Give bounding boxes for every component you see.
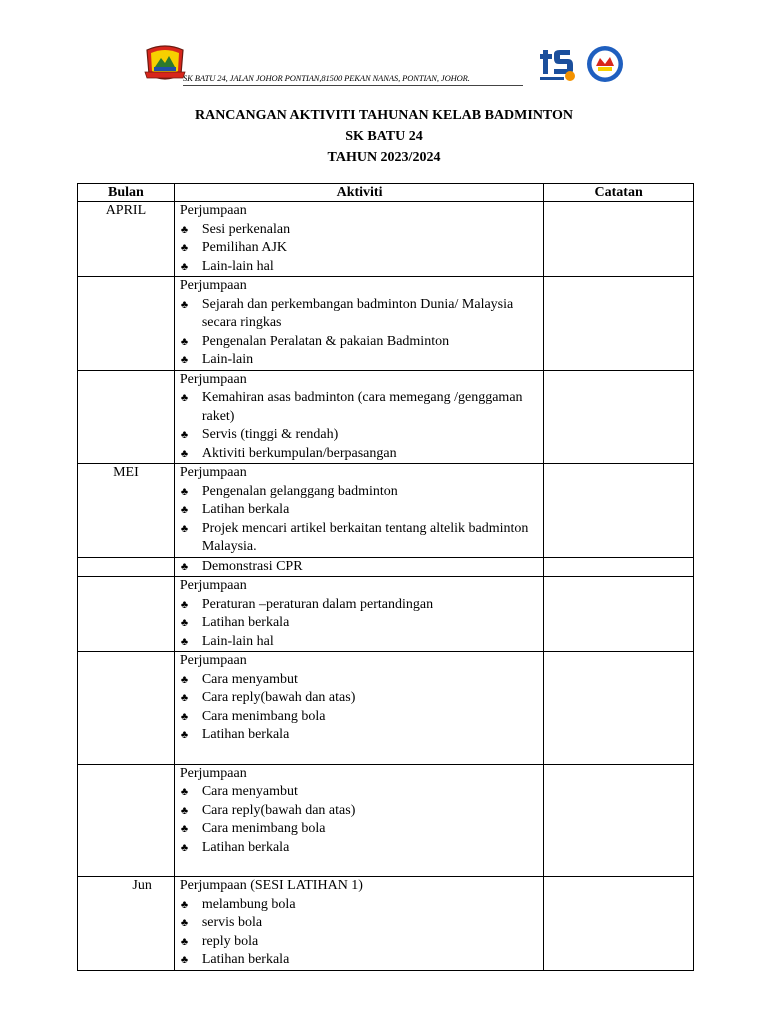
list-item-text: Cara menimbang bola [201,821,326,836]
list-item-text: Kemahiran asas badminton (cara memegang /genggaman raket) [201,390,523,424]
list-item-text: Sejarah dan perkembangan badminton Dunia/ Malaysia secara ringkas [201,296,514,330]
month-cell: APRIL [78,202,175,277]
list-item-text: Pengenalan Peralatan & pakaian Badminton [201,333,450,349]
club-bullet-icon: ♣ [180,485,189,498]
club-bullet-icon: ♣ [180,504,189,516]
activity-cell [174,202,543,277]
notes-cell [544,764,694,877]
list-item [180,445,539,464]
notes-cell [544,202,694,277]
list-item [180,296,539,333]
list-item-text: Sesi perkenalan [201,221,291,237]
list-item-text: Aktiviti berkumpulan/berpasangan [201,445,397,461]
list-item [180,914,539,933]
table-row [78,464,694,558]
list-item-text: Latihan berkala [201,502,290,517]
club-bullet-icon: ♣ [180,354,189,366]
month-cell [78,277,175,371]
list-item-text: Servis (tinggi & rendah) [201,427,339,442]
list-item-text: Cara reply(bawah dan atas) [201,802,356,818]
list-item [180,221,539,240]
activity-list [180,221,539,277]
list-item-text: Latihan berkala [201,839,290,855]
list-item [180,614,539,633]
club-bullet-icon: ♣ [180,298,189,311]
list-item-text: Cara reply(bawah dan atas) [201,690,356,705]
list-item [180,558,539,577]
notes-cell [544,557,694,577]
list-item [180,896,539,915]
club-bullet-icon: ♣ [180,710,189,723]
club-bullet-icon: ♣ [180,260,189,273]
list-item [180,708,539,727]
club-bullet-icon: ♣ [180,223,189,236]
list-item-text: Lain-lain [201,352,254,367]
ts25-logo [540,46,578,82]
list-item-text: Pengenalan gelanggang badminton [201,483,398,499]
list-item [180,333,539,352]
club-badge-logo [586,45,624,83]
club-bullet-icon: ♣ [180,673,189,686]
list-item-text: Lain-lain hal [201,633,274,649]
document-title: RANCANGAN AKTIVITI TAHUNAN KELAB BADMINTON [194,108,574,123]
list-item-text: Cara menyambut [201,784,298,799]
month-cell [78,764,175,877]
year-title: TAHUN 2023/2024 [327,150,441,165]
list-item [180,951,539,970]
club-bullet-icon: ♣ [180,522,189,535]
activity-cell [174,370,543,464]
list-item-text: Latihan berkala [201,952,290,967]
activity-list [180,896,539,970]
list-item [180,389,539,426]
activity-plan-table [77,183,694,971]
club-bullet-icon: ♣ [180,823,189,835]
club-bullet-icon: ♣ [180,447,189,460]
notes-cell [544,464,694,558]
activity-cell [174,577,543,652]
club-bullet-icon: ♣ [180,786,189,798]
cell-spacer [180,857,539,876]
list-item [180,783,539,802]
club-bullet-icon: ♣ [180,617,189,629]
list-item-text: reply bola [201,933,259,949]
list-item [180,426,539,445]
list-item [180,239,539,258]
list-item [180,689,539,708]
school-crest-logo [143,44,187,84]
club-bullet-icon: ♣ [180,841,189,854]
month-cell [78,652,175,765]
month-cell [78,577,175,652]
activity-list [180,783,539,857]
notes-cell [544,277,694,371]
activity-heading: Perjumpaan [179,278,247,293]
list-item [180,258,539,277]
list-item-text: Lain-lain hal [201,258,274,274]
list-item-text: Latihan berkala [201,615,290,630]
club-bullet-icon: ♣ [180,935,189,948]
club-bullet-icon: ♣ [180,692,189,704]
activity-heading: Perjumpaan (SESI LATIHAN 1) [179,878,363,893]
activity-heading: Perjumpaan [179,653,247,668]
list-item [180,671,539,690]
notes-cell [544,577,694,652]
table-row [78,370,694,464]
table-row [78,652,694,765]
list-item-text: Cara menyambut [201,671,298,687]
club-bullet-icon: ♣ [180,560,189,573]
club-bullet-icon: ♣ [180,429,189,441]
table-row [78,277,694,371]
activity-cell [174,557,543,577]
list-item-text: Latihan berkala [201,727,290,742]
list-item-text: Cara menimbang bola [201,708,326,724]
activity-cell [174,277,543,371]
club-bullet-icon: ♣ [180,898,189,911]
notes-cell [544,370,694,464]
activity-cell [174,652,543,765]
list-item-text: melambung bola [201,896,296,912]
activity-heading: Perjumpaan [179,765,247,781]
school-name-title: SK BATU 24 [345,129,423,144]
club-bullet-icon: ♣ [180,392,189,404]
month-cell [78,557,175,577]
table-row [78,877,694,971]
activity-list [180,483,539,557]
activity-cell [174,877,543,971]
list-item-text: servis bola [201,915,263,930]
list-item [180,501,539,520]
list-item [180,839,539,858]
list-item-text: Demonstrasi CPR [201,558,303,574]
list-item [180,820,539,839]
activity-list [180,671,539,745]
header-month: Bulan [78,184,175,202]
header-notes: Catatan [544,184,694,202]
table-body [78,202,694,971]
club-bullet-icon: ♣ [180,954,189,966]
letterhead [143,44,633,88]
activity-cell [174,764,543,877]
notes-cell [544,652,694,765]
activity-heading: Perjumpaan [179,203,247,218]
activity-list [180,389,539,463]
list-item [180,351,539,370]
month-cell: MEI [78,464,175,558]
header-activity: Aktiviti [174,184,543,202]
activity-list [180,558,539,577]
club-bullet-icon: ♣ [180,598,189,611]
list-item-text: Projek mencari artikel berkaitan tentang altelik badminton Malaysia. [201,520,529,554]
list-item [180,633,539,652]
list-item [180,596,539,615]
table-row [78,557,694,577]
activity-heading: Perjumpaan [179,371,247,387]
list-item-text: Peraturan –peraturan dalam pertandingan [201,596,434,612]
document-title-block [0,105,768,168]
activity-list [180,596,539,652]
club-bullet-icon: ♣ [180,242,189,254]
address-underline [183,85,523,86]
list-item [180,933,539,952]
notes-cell [544,877,694,971]
club-bullet-icon: ♣ [180,729,189,741]
school-address: SK BATU 24, JALAN JOHOR PONTIAN,81500 PEKAN NANAS, PONTIAN, JOHOR. [183,73,470,83]
list-item [180,726,539,745]
table-row [78,764,694,877]
month-cell: Jun [78,877,175,971]
activity-heading: Perjumpaan [179,578,247,593]
table-row [78,577,694,652]
club-bullet-icon: ♣ [180,635,189,648]
list-item [180,483,539,502]
list-item [180,520,539,557]
cell-spacer [180,745,539,764]
activity-heading: Perjumpaan [179,465,247,480]
club-bullet-icon: ♣ [180,335,189,348]
club-bullet-icon: ♣ [180,804,189,817]
table-row [78,202,694,277]
activity-list [180,296,539,370]
month-cell [78,370,175,464]
activity-cell [174,464,543,558]
club-bullet-icon: ♣ [180,917,189,929]
list-item [180,802,539,821]
list-item-text: Pemilihan AJK [201,240,287,255]
table-header-row [78,184,694,202]
